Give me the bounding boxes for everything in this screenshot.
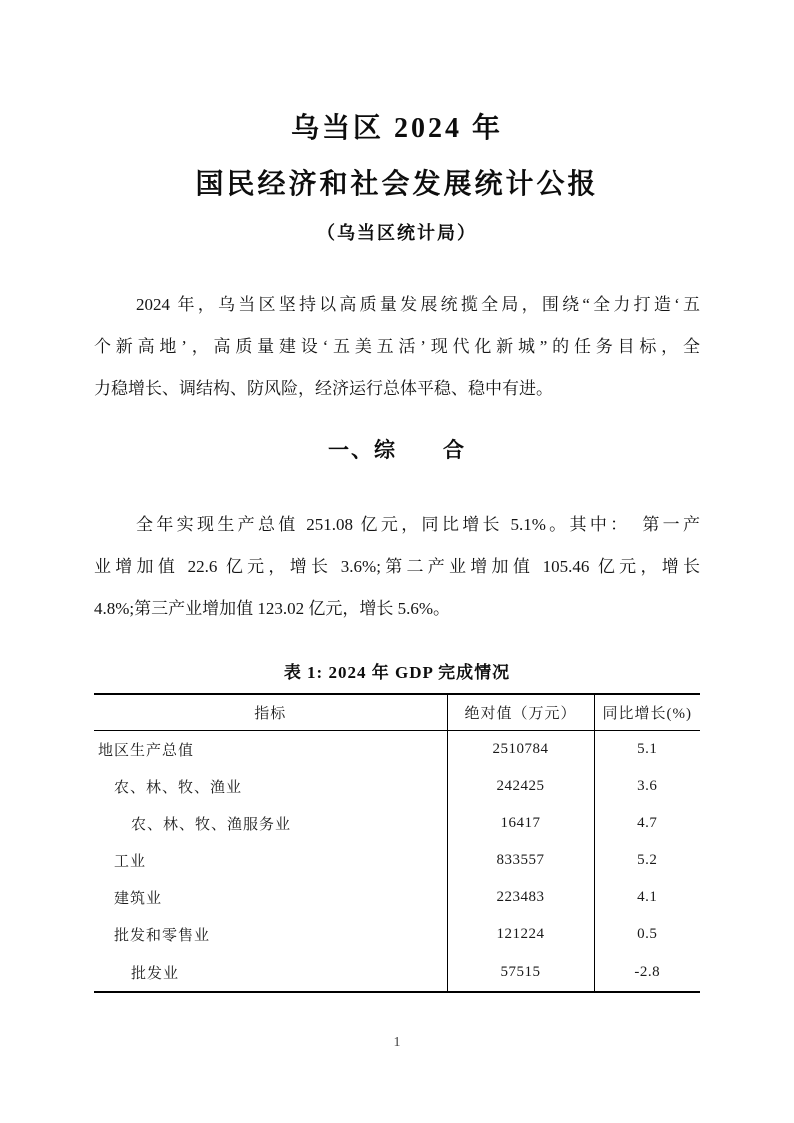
value-cell: 242425 xyxy=(447,768,594,805)
intro-paragraph-line: 个新高地’，高质量建设‘五美五活’现代化新城”的任务目标，全 xyxy=(94,337,700,356)
intro-paragraph xyxy=(94,284,700,410)
table-header-row xyxy=(94,694,700,730)
document-title-line1: 乌当区 2024 年 xyxy=(290,113,503,144)
growth-cell: 4.7 xyxy=(637,814,658,831)
indicator-cell: 批发业 xyxy=(94,953,447,992)
column-header-growth: 同比增长(%) xyxy=(594,694,700,730)
growth-cell: 0.5 xyxy=(637,926,658,943)
table-row xyxy=(94,916,700,953)
intro-paragraph-line: 力稳增长、调结构、防风险，经济运行总体平稳、稳中有进。 xyxy=(94,379,553,398)
table-row xyxy=(94,953,700,992)
document-title-line2: 国民经济和社会发展统计公报 xyxy=(195,169,599,200)
indicator-cell: 建筑业 xyxy=(94,879,447,916)
indicator-cell: 农、林、牧、渔服务业 xyxy=(94,805,447,842)
indicator-cell: 批发和零售业 xyxy=(94,916,447,953)
summary-paragraph-line: 4.8%;第三产业增加值 123.02 亿元，增长 5.6%。 xyxy=(94,599,451,618)
growth-cell: 3.6 xyxy=(637,777,658,794)
column-header-indicator: 指标 xyxy=(94,694,447,730)
value-cell: 57515 xyxy=(447,953,594,992)
value-cell: 833557 xyxy=(447,842,594,879)
table-row xyxy=(94,842,700,879)
gdp-table xyxy=(94,693,700,993)
table-row xyxy=(94,879,700,916)
table-title: 表 1: 2024 年 GDP 完成情况 xyxy=(283,663,511,682)
indicator-cell: 工业 xyxy=(94,842,447,879)
value-cell: 223483 xyxy=(447,879,594,916)
summary-paragraph xyxy=(94,504,700,630)
indicator-cell: 地区生产总值 xyxy=(94,730,447,768)
summary-paragraph-line: 业增加值 22.6 亿元，增长 3.6%;第二产业增加值 105.46 亿元，增长 xyxy=(94,557,700,576)
intro-paragraph-line: 2024 年，乌当区坚持以高质量发展统揽全局，围绕“全力打造‘五 xyxy=(136,295,700,314)
value-cell: 121224 xyxy=(447,916,594,953)
table-row xyxy=(94,730,700,768)
indicator-cell: 农、林、牧、渔业 xyxy=(94,768,447,805)
growth-cell: -2.8 xyxy=(634,963,661,980)
growth-cell: 5.2 xyxy=(637,852,658,869)
table-row xyxy=(94,805,700,842)
table-row xyxy=(94,768,700,805)
document-subtitle: （乌当区统计局） xyxy=(317,223,477,243)
column-header-absolute-value: 绝对值（万元） xyxy=(447,694,594,730)
value-cell: 2510784 xyxy=(447,730,594,768)
section-heading: 一、综 合 xyxy=(328,439,466,462)
summary-paragraph-line: 全年实现生产总值 251.08 亿元，同比增长 5.1%。其中： 第一产 xyxy=(136,515,700,534)
growth-cell: 5.1 xyxy=(637,740,658,757)
value-cell: 16417 xyxy=(447,805,594,842)
page-number: 1 xyxy=(393,1035,401,1050)
growth-cell: 4.1 xyxy=(637,889,658,906)
